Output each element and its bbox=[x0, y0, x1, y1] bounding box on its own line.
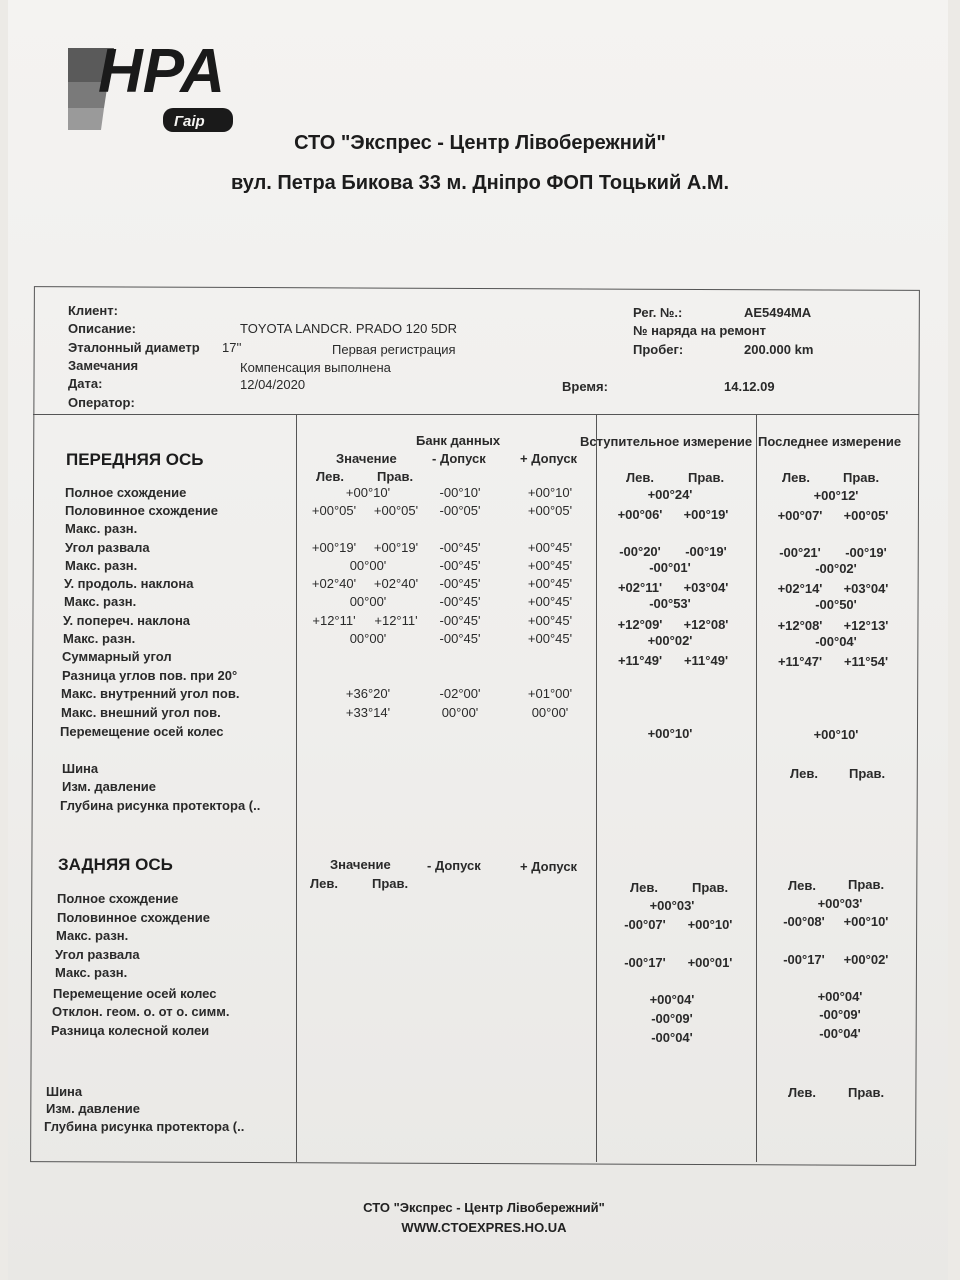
front-left-header: Лев. bbox=[316, 469, 344, 484]
final-left-cell: -00°08' bbox=[783, 914, 825, 929]
final-right-cell: +00°02' bbox=[843, 952, 889, 967]
front-tread-depth-label: Глубина рисунка протектора (.. bbox=[60, 798, 261, 813]
initial-left-cell: -00°17' bbox=[624, 955, 666, 970]
row-label: Макс. разн. bbox=[65, 521, 138, 536]
row-label: Макс. разн. bbox=[55, 965, 128, 980]
footer-website: WWW.CTOEXPRES.HO.UA bbox=[401, 1220, 567, 1235]
initial-left-cell: +02°11' bbox=[617, 580, 663, 595]
rear-tire-left-header: Лев. bbox=[788, 1085, 816, 1100]
plus-tolerance-cell: +00°10' bbox=[527, 485, 573, 500]
final-right-cell: +11°54' bbox=[843, 654, 889, 669]
rear-left-header: Лев. bbox=[310, 876, 338, 891]
first-registration-label: Первая регистрация bbox=[332, 342, 456, 357]
initial-right-cell: +00°01' bbox=[687, 955, 733, 970]
row-label: Угол развала bbox=[65, 540, 150, 555]
header-address: вул. Петра Бикова 33 м. Дніпро ФОП Тоцький А.М. bbox=[230, 172, 730, 194]
diameter-label: Эталонный диаметр bbox=[68, 340, 200, 355]
rear-final-left-header: Лев. bbox=[788, 878, 816, 893]
plus-tolerance-cell: +00°45' bbox=[527, 631, 573, 646]
rear-minus-tol-header: - Допуск bbox=[427, 858, 481, 873]
front-right-header: Прав. bbox=[377, 469, 414, 484]
plus-tolerance-cell: +00°45' bbox=[527, 540, 573, 555]
minus-tolerance-cell: -00°45' bbox=[439, 576, 481, 591]
value-cell: +33°14' bbox=[345, 705, 391, 720]
front-value-header: Значение bbox=[336, 451, 397, 466]
remarks-label: Замечания bbox=[68, 358, 139, 373]
svg-text:НРА: НРА bbox=[98, 37, 225, 106]
initial-left-cell: +00°06' bbox=[617, 507, 663, 522]
front-tire-label: Шина bbox=[62, 761, 99, 776]
minus-tolerance-cell: -00°45' bbox=[439, 558, 481, 573]
front-final-left-header: Лев. bbox=[782, 470, 810, 485]
plus-tolerance-cell: 00°00' bbox=[531, 705, 569, 720]
row-label: Половинное схождение bbox=[65, 503, 218, 518]
rear-final-right-header: Прав. bbox=[848, 877, 885, 892]
row-label: Макс. внешний угол пов. bbox=[61, 705, 221, 720]
description-value: TOYOTA LANDCR. PRADO 120 5DR bbox=[240, 321, 457, 336]
initial-cell: +00°02' bbox=[647, 633, 693, 648]
rear-axle-title: ЗАДНЯЯ ОСЬ bbox=[58, 855, 173, 874]
date-value: 12/04/2020 bbox=[240, 377, 306, 392]
minus-tolerance-cell: -00°10' bbox=[439, 485, 481, 500]
row-label: Перемещение осей колес bbox=[60, 724, 224, 739]
time-label: Время: bbox=[562, 379, 608, 394]
final-cell: -00°04' bbox=[819, 1026, 861, 1041]
minus-tolerance-cell: -00°05' bbox=[439, 503, 481, 518]
initial-cell: +00°03' bbox=[649, 898, 695, 913]
front-tire-left-header: Лев. bbox=[790, 766, 818, 781]
divider-col3 bbox=[756, 414, 757, 1162]
plus-tolerance-cell: +00°45' bbox=[527, 613, 573, 628]
row-label: У. попереч. наклона bbox=[63, 613, 191, 628]
initial-left-cell: -00°20' bbox=[619, 544, 661, 559]
final-cell: +00°12' bbox=[813, 488, 859, 503]
description-label: Описание: bbox=[68, 321, 136, 336]
diameter-value: 17'' bbox=[222, 340, 242, 355]
svg-text:Гаір: Гаір bbox=[174, 113, 205, 130]
reg-number-value: AE5494MA bbox=[744, 305, 812, 320]
row-label: Угол развала bbox=[55, 947, 140, 962]
final-left-cell: +00°07' bbox=[777, 508, 823, 523]
initial-cell: +00°10' bbox=[647, 726, 693, 741]
value-cell: 00°00' bbox=[349, 558, 387, 573]
final-right-cell: -00°19' bbox=[845, 545, 887, 560]
divider-col1 bbox=[296, 414, 297, 1162]
header-company-name: СТО "Экспрес - Центр Лівобережний" bbox=[294, 132, 666, 154]
initial-right-cell: -00°19' bbox=[685, 544, 727, 559]
row-label: Макс. разн. bbox=[64, 594, 137, 609]
row-label: Макс. разн. bbox=[56, 928, 129, 943]
rear-init-right-header: Прав. bbox=[692, 880, 729, 895]
row-label: Макс. разн. bbox=[65, 558, 138, 573]
row-label: Макс. разн. bbox=[63, 631, 136, 646]
initial-measurement-header: Вступительное измерение bbox=[580, 434, 753, 449]
value-left-cell: +00°19' bbox=[311, 540, 357, 555]
value-cell: 00°00' bbox=[349, 631, 387, 646]
divider-col2 bbox=[596, 414, 597, 1162]
reg-number-label: Рег. №.: bbox=[633, 305, 683, 320]
rear-tire-right-header: Прав. bbox=[848, 1085, 885, 1100]
work-order-label: № наряда на ремонт bbox=[633, 323, 766, 338]
initial-cell: -00°53' bbox=[649, 596, 691, 611]
initial-left-cell: +12°09' bbox=[617, 617, 663, 632]
value-left-cell: +12°11' bbox=[312, 613, 356, 628]
value-cell: +00°10' bbox=[345, 485, 391, 500]
minus-tolerance-cell: 00°00' bbox=[441, 705, 479, 720]
final-cell: -00°02' bbox=[815, 561, 857, 576]
rear-value-header: Значение bbox=[330, 857, 391, 872]
company-logo bbox=[68, 30, 238, 140]
date-label: Дата: bbox=[68, 376, 103, 391]
row-label: Отклон. геом. о. от о. симм. bbox=[52, 1004, 230, 1019]
minus-tolerance-cell: -00°45' bbox=[439, 594, 481, 609]
minus-tolerance-cell: -00°45' bbox=[439, 540, 481, 555]
mileage-value: 200.000 km bbox=[744, 342, 814, 357]
row-label: Макс. внутренний угол пов. bbox=[61, 686, 240, 701]
plus-tolerance-cell: +00°45' bbox=[527, 558, 573, 573]
initial-cell: -00°01' bbox=[649, 560, 691, 575]
value-right-cell: +00°05' bbox=[373, 503, 419, 518]
final-cell: -00°04' bbox=[815, 634, 857, 649]
minus-tolerance-cell: -02°00' bbox=[439, 686, 481, 701]
rear-init-left-header: Лев. bbox=[630, 880, 658, 895]
rear-pressure-label: Изм. давление bbox=[46, 1101, 141, 1116]
final-right-cell: +00°10' bbox=[843, 914, 889, 929]
time-value: 14.12.09 bbox=[724, 379, 775, 394]
mileage-label: Пробег: bbox=[633, 342, 684, 357]
final-left-cell: -00°21' bbox=[779, 545, 821, 560]
plus-tolerance-cell: +00°45' bbox=[527, 594, 573, 609]
initial-cell: -00°04' bbox=[651, 1030, 693, 1045]
row-label: Суммарный угол bbox=[62, 649, 172, 664]
value-left-cell: +02°40' bbox=[311, 576, 357, 591]
front-init-right-header: Прав. bbox=[688, 470, 725, 485]
minus-tolerance-cell: -00°45' bbox=[439, 613, 481, 628]
value-cell: 00°00' bbox=[349, 594, 387, 609]
row-label: Разница углов пов. при 20° bbox=[62, 668, 238, 683]
final-cell: +00°03' bbox=[817, 896, 863, 911]
divider-header bbox=[33, 414, 919, 415]
plus-tolerance-cell: +01°00' bbox=[527, 686, 573, 701]
final-cell: -00°50' bbox=[815, 597, 857, 612]
row-label: Половинное схождение bbox=[57, 910, 210, 925]
value-right-cell: +02°40' bbox=[373, 576, 419, 591]
front-axle-title: ПЕРЕДНЯЯ ОСЬ bbox=[66, 450, 204, 469]
remarks-value: Компенсация выполнена bbox=[240, 360, 391, 375]
operator-label: Оператор: bbox=[68, 395, 135, 410]
front-plus-tol-header: + Допуск bbox=[520, 451, 578, 466]
final-right-cell: +03°04' bbox=[843, 581, 889, 596]
row-label: Полное схождение bbox=[57, 891, 179, 906]
initial-right-cell: +03°04' bbox=[683, 580, 729, 595]
final-left-cell: +11°47' bbox=[777, 654, 823, 669]
rear-plus-tol-header: + Допуск bbox=[520, 859, 578, 874]
rear-tread-depth-label: Глубина рисунка протектора (.. bbox=[44, 1119, 245, 1134]
row-label: Полное схождение bbox=[65, 485, 187, 500]
front-minus-tol-header: - Допуск bbox=[432, 451, 486, 466]
final-left-cell: -00°17' bbox=[783, 952, 825, 967]
plus-tolerance-cell: +00°05' bbox=[527, 503, 573, 518]
initial-right-cell: +12°08' bbox=[683, 617, 729, 632]
front-pressure-label: Изм. давление bbox=[62, 779, 157, 794]
final-cell: +00°04' bbox=[817, 989, 863, 1004]
initial-right-cell: +11°49' bbox=[683, 653, 729, 668]
front-final-right-header: Прав. bbox=[843, 470, 880, 485]
initial-cell: +00°24' bbox=[647, 487, 693, 502]
value-right-cell: +00°19' bbox=[373, 540, 419, 555]
minus-tolerance-cell: -00°45' bbox=[439, 631, 481, 646]
final-right-cell: +12°13' bbox=[843, 618, 889, 633]
initial-left-cell: -00°07' bbox=[624, 917, 666, 932]
front-tire-right-header: Прав. bbox=[849, 766, 886, 781]
initial-cell: +00°04' bbox=[649, 992, 695, 1007]
row-label: Разница колесной колеи bbox=[51, 1023, 210, 1038]
value-cell: +36°20' bbox=[345, 686, 391, 701]
final-measurement-header: Последнее измерение bbox=[758, 434, 902, 449]
value-left-cell: +00°05' bbox=[311, 503, 357, 518]
client-label: Клиент: bbox=[68, 303, 118, 318]
front-init-left-header: Лев. bbox=[626, 470, 654, 485]
row-label: Перемещение осей колес bbox=[53, 986, 217, 1001]
value-right-cell: +12°11' bbox=[374, 613, 418, 628]
rear-right-header: Прав. bbox=[372, 876, 409, 891]
initial-right-cell: +00°19' bbox=[683, 507, 729, 522]
final-cell: +00°10' bbox=[813, 727, 859, 742]
final-left-cell: +12°08' bbox=[777, 618, 823, 633]
initial-right-cell: +00°10' bbox=[687, 917, 733, 932]
database-label: Банк данных bbox=[416, 433, 501, 448]
plus-tolerance-cell: +00°45' bbox=[527, 576, 573, 591]
final-right-cell: +00°05' bbox=[843, 508, 889, 523]
initial-cell: -00°09' bbox=[651, 1011, 693, 1026]
initial-left-cell: +11°49' bbox=[617, 653, 663, 668]
row-label: У. продоль. наклона bbox=[64, 576, 194, 591]
rear-tire-label: Шина bbox=[46, 1084, 83, 1099]
final-cell: -00°09' bbox=[819, 1007, 861, 1022]
final-left-cell: +02°14' bbox=[777, 581, 823, 596]
footer-company-name: СТО "Экспрес - Центр Лівобережний" bbox=[363, 1200, 605, 1215]
